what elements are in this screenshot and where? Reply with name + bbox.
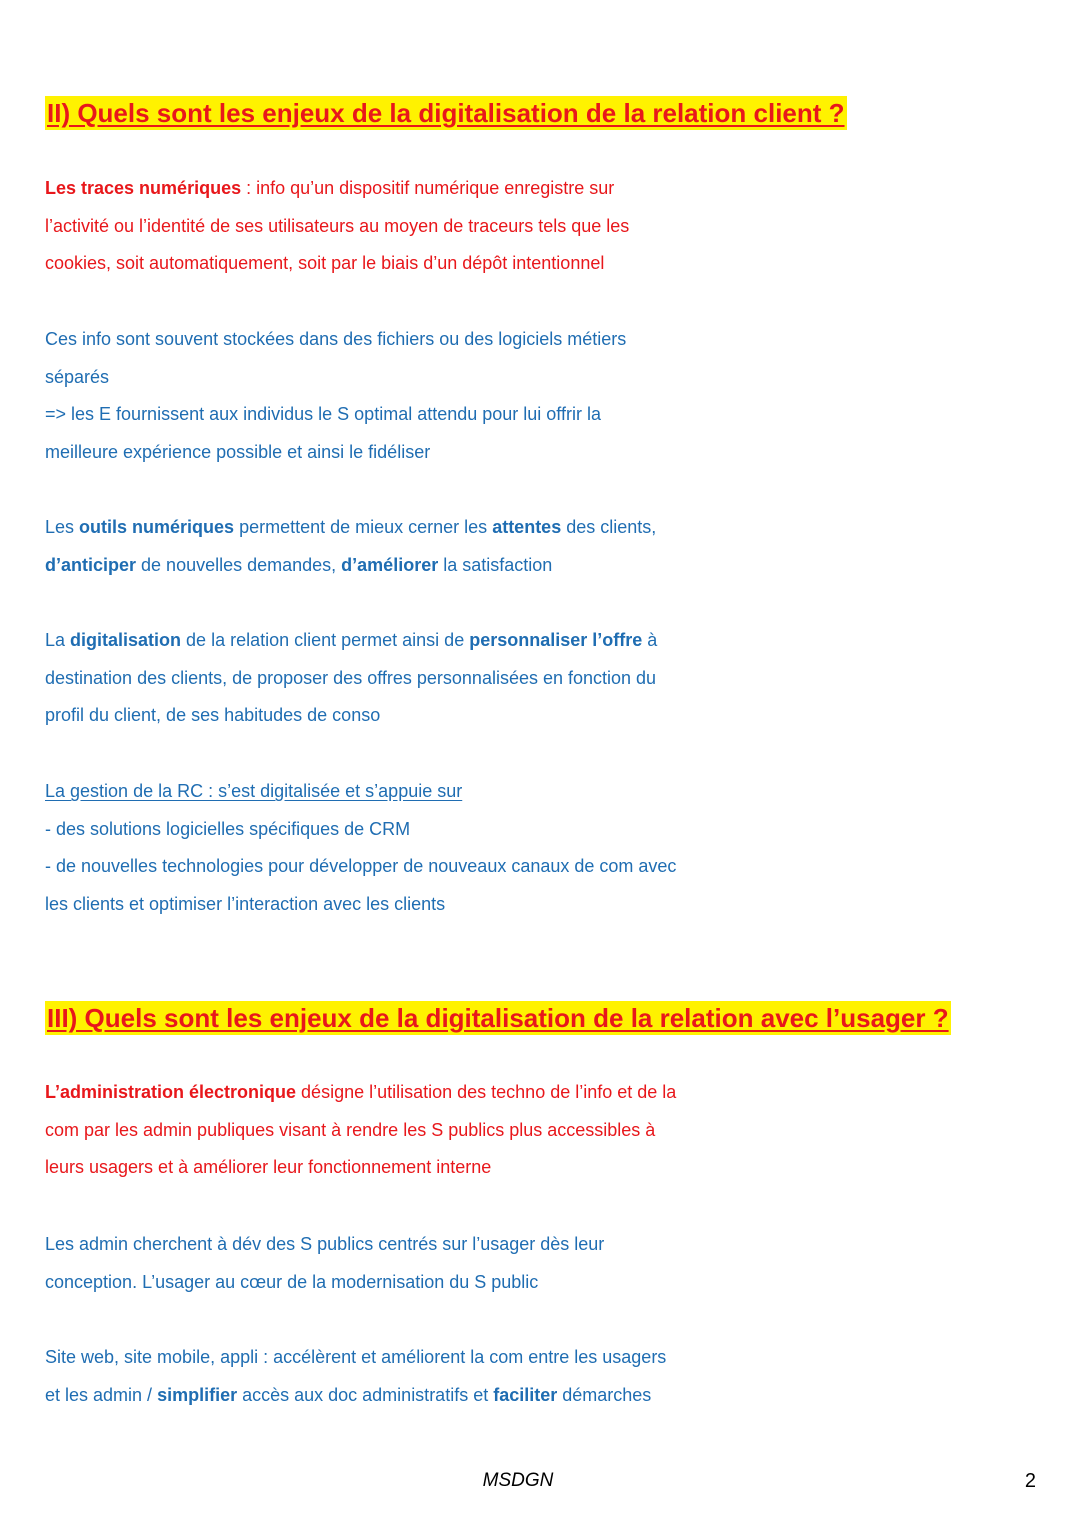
services-publics-paragraph: Les admin cherchent à dév des S publics centrés sur l’usager dès leur conception. L’usager au cœur de la modernisation du S public [45, 1234, 605, 1292]
digitalisation-paragraph: La digitalisation de la relation client permet ainsi de personnaliser l’offre à destination des clients, de proposer des offres personnalisées en fonction du profil du client, de ses habitudes de conso [45, 630, 658, 726]
term-faciliter: faciliter [493, 1384, 558, 1405]
gestion-rc-subheading: La gestion de la RC : s’est digitalisée et s’appuie sur [45, 781, 463, 801]
outils-numeriques-paragraph: Les outils numériques permettent de mieux cerner les attentes des clients, d’anticiper de nouvelles demandes, d’améliorer la satisfaction [45, 517, 657, 575]
term-outils-numeriques: outils numériques [79, 517, 235, 537]
traces-numeriques-paragraph: Les traces numériques : info qu’un dispositif numérique enregistre sur l’activité ou l’identité de ses utilisateurs au moyen de traceurs tels que les cookies, soit automatiquement, soit par le biais d’un dépôt intentionnel [45, 178, 630, 274]
term-personnaliser-offre: personnaliser l’offre [469, 630, 643, 650]
administration-electronique-paragraph: L’administration électronique désigne l’utilisation des techno de l’info et de la com par les admin publiques visant à rendre les S publics plus accessibles à leurs usagers et à améliorer leur fonctionnement interne [45, 1082, 677, 1178]
term-attentes: attentes [492, 517, 562, 537]
gestion-rc-paragraph: La gestion de la RC : s’est digitalisée et s’appuie sur - des solutions logicielles spécifiques de CRM - de nouvelles technologies pour développer de nouveaux canaux de com avec les clients et optimiser l’interaction avec les clients [45, 773, 1045, 923]
term-digitalisation: digitalisation [70, 630, 182, 650]
term-traces-numeriques: Les traces numériques [45, 178, 242, 198]
term-administration-electronique: L’administration électronique [45, 1082, 297, 1102]
term-ameliorer: d’améliorer [341, 554, 439, 575]
site-web-paragraph: Site web, site mobile, appli : accélèrent et améliorent la com entre les usagers et les admin / simplifier accès aux doc administratifs et faciliter démarches [45, 1347, 667, 1405]
term-anticiper: d’anticiper [45, 554, 137, 575]
section-2-heading: II) Quels sont les enjeux de la digitalisation de la relation client ? [47, 98, 845, 128]
stockage-info-paragraph: Ces info sont souvent stockées dans des fichiers ou des logiciels métiers séparés => les E fournissent aux individus le S optimal attendu pour lui offrir la meilleure expérience possible et ainsi le fidéliser [45, 329, 627, 462]
footer-author: MSDGN [482, 1470, 554, 1491]
term-simplifier: simplifier [157, 1384, 238, 1405]
section-3-heading: III) Quels sont les enjeux de la digitalisation de la relation avec l’usager ? [47, 1003, 949, 1033]
page-number: 2 [1024, 1470, 1036, 1492]
